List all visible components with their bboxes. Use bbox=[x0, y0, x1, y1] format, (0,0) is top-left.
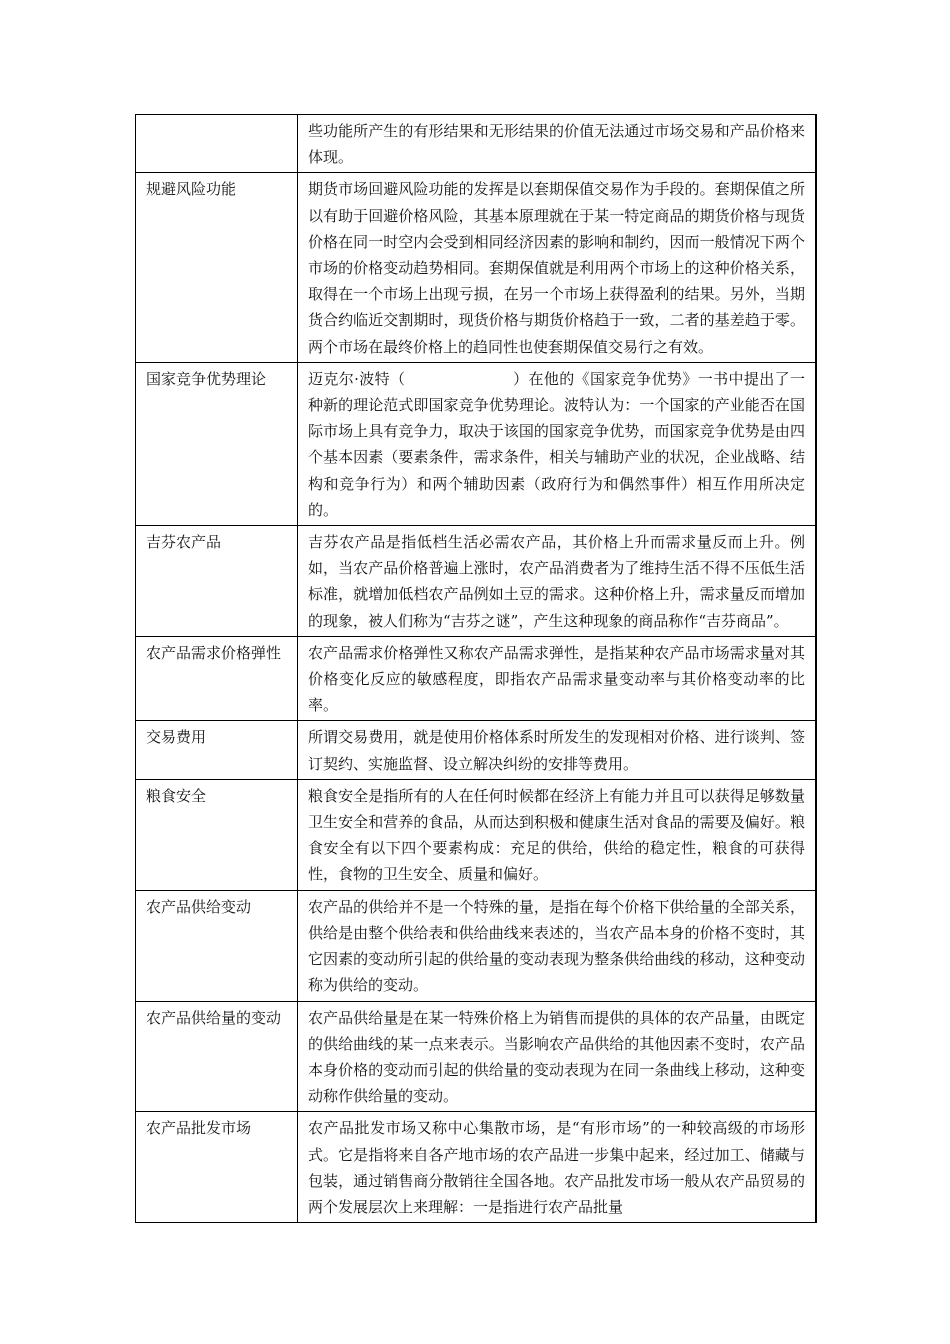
term-cell: 规避风险功能 bbox=[136, 173, 298, 362]
definition-cell: 迈克尔·波特（ ）在他的《国家竞争优势》一书中提出了一种新的理论范式即国家竞争优势理论。波特认为：一个国家的产业能否在国际市场上具有竞争力，取决于该国的国家竞争优势，而国家竞争优势是由四个基本因素（要素条件，需求条件，相关与辅助产业的状况，企业战略、结构和竞争行为）和两个辅助因素（政府行为和偶然事件）相互作用所决定的。 bbox=[298, 362, 817, 525]
term-cell: 农产品批发市场 bbox=[136, 1112, 298, 1223]
term-cell: 交易费用 bbox=[136, 721, 298, 779]
definition-cell: 期货市场回避风险功能的发挥是以套期保值交易作为手段的。套期保值之所以有助于回避价格风险，其基本原理就在于某一特定商品的期货价格与现货价格在同一时空内会受到相同经济因素的影响和制约，因而一般情况下两个市场的价格变动趋势相同。套期保值就是利用两个市场上的这种价格关系，取得在一个市场上出现亏损，在另一个市场上获得盈利的结果。另外，当期货合约临近交割期时，现货价格与期货价格趋于一致，二者的基差趋于零。两个市场在最终价格上的趋同性也使套期保值交易行之有效。 bbox=[298, 173, 817, 362]
table-row bbox=[136, 890, 817, 1001]
definition-cell: 些功能所产生的有形结果和无形结果的价值无法通过市场交易和产品价格来体现。 bbox=[298, 115, 817, 173]
table-row bbox=[136, 721, 817, 779]
table-row bbox=[136, 115, 817, 173]
terms-table bbox=[135, 114, 817, 1223]
definition-cell: 粮食安全是指所有的人在任何时候都在经济上有能力并且可以获得足够数量卫生安全和营养的食品，从而达到积极和健康生活对食品的需要及偏好。粮食安全有以下四个要素构成：充足的供给，供给的稳定性，粮食的可获得性，食物的卫生安全、质量和偏好。 bbox=[298, 779, 817, 890]
definition-cell: 农产品的供给并不是一个特殊的量，是指在每个价格下供给量的全部关系，供给是由整个供给表和供给曲线来表述的，当农产品本身的价格不变时，其它因素的变动所引起的供给量的变动表现为整条供给曲线的移动，这种变动称为供给的变动。 bbox=[298, 890, 817, 1001]
definition-cell: 农产品供给量是在某一特殊价格上为销售而提供的具体的农产品量，由既定的供给曲线的某一点来表示。当影响农产品供给的其他因素不变时，农产品本身价格的变动而引起的供给量的变动表现为在同一条曲线上移动，这种变动称作供给量的变动。 bbox=[298, 1001, 817, 1112]
table-row bbox=[136, 1112, 817, 1223]
term-cell: 国家竞争优势理论 bbox=[136, 362, 298, 525]
definition-cell: 所谓交易费用，就是使用价格体系时所发生的发现相对价格、进行谈判、签订契约、实施监督、设立解决纠纷的安排等费用。 bbox=[298, 721, 817, 779]
definition-cell: 农产品需求价格弹性又称农产品需求弹性，是指某种农产品市场需求量对其价格变化反应的敏感程度，即指农产品需求量变动率与其价格变动率的比率。 bbox=[298, 636, 817, 721]
term-cell: 粮食安全 bbox=[136, 779, 298, 890]
table-row bbox=[136, 173, 817, 362]
table-row bbox=[136, 779, 817, 890]
table-row bbox=[136, 636, 817, 721]
table-row bbox=[136, 526, 817, 637]
definition-cell: 农产品批发市场又称中心集散市场，是“有形市场”的一种较高级的市场形式。它是指将来自各产地市场的农产品进一步集中起来，经过加工、储藏与包装，通过销售商分散销往全国各地。农产品批发市场一般从农产品贸易的两个发展层次上来理解：一是指进行农产品批量 bbox=[298, 1112, 817, 1223]
term-cell: 农产品供给变动 bbox=[136, 890, 298, 1001]
table-row bbox=[136, 1001, 817, 1112]
term-cell: 吉芬农产品 bbox=[136, 526, 298, 637]
term-cell: 农产品需求价格弹性 bbox=[136, 636, 298, 721]
term-cell: 农产品供给量的变动 bbox=[136, 1001, 298, 1112]
table-row bbox=[136, 362, 817, 525]
term-cell bbox=[136, 115, 298, 173]
definition-cell: 吉芬农产品是指低档生活必需农产品，其价格上升而需求量反而上升。例如，当农产品价格普遍上涨时，农产品消费者为了维持生活不得不压低生活标准，就增加低档农产品例如土豆的需求。这种价格上升，需求量反而增加的现象，被人们称为“吉芬之谜”，产生这种现象的商品称作“吉芬商品”。 bbox=[298, 526, 817, 637]
